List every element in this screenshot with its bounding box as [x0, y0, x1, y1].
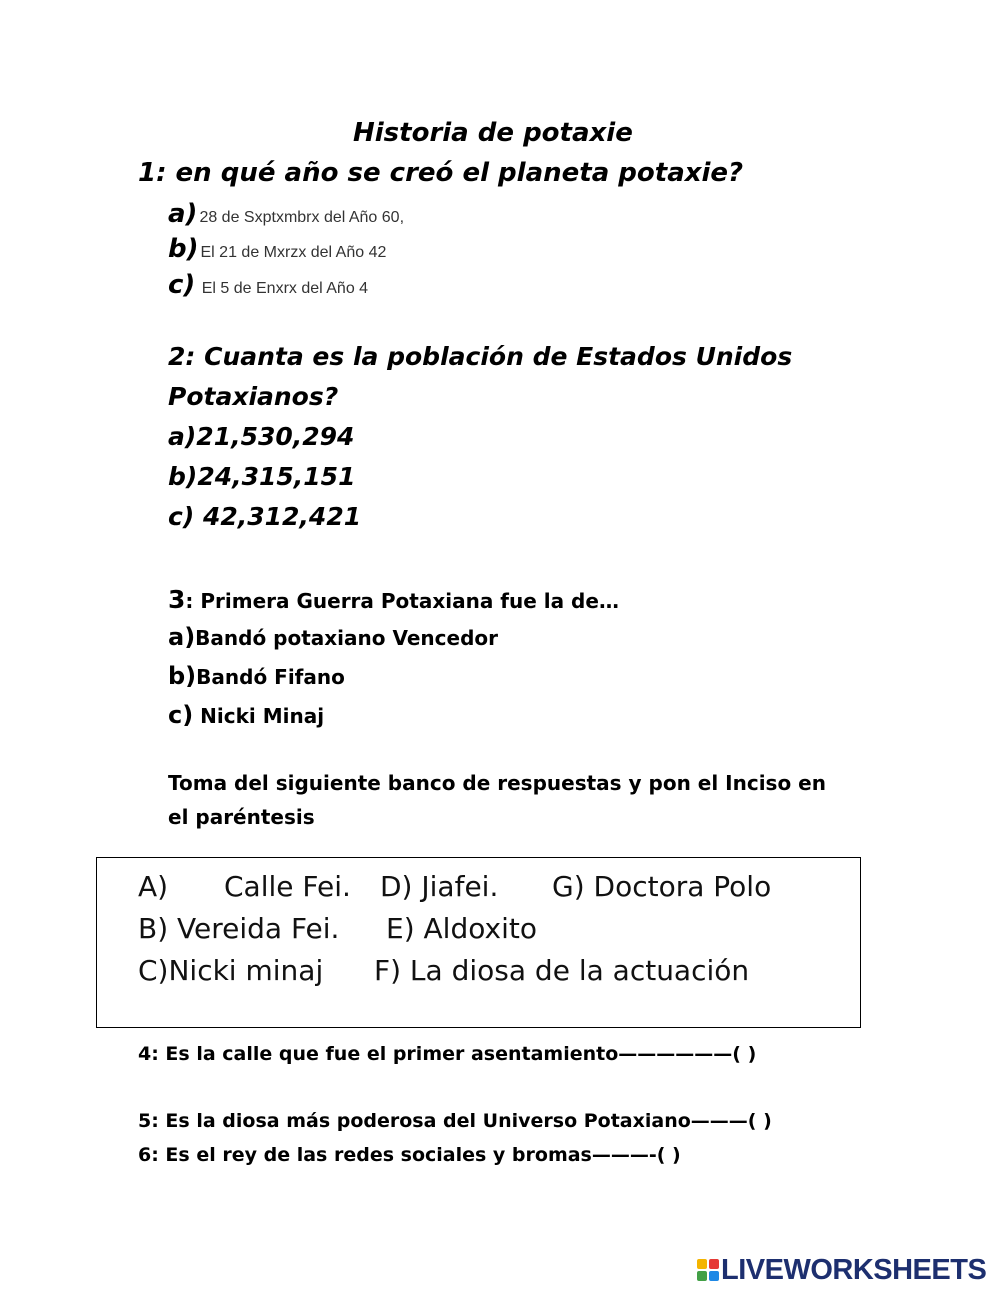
answer-b: B) Vereida Fei. — [138, 912, 340, 945]
q3-option-c-letter: c) — [168, 701, 194, 729]
question-4: 4: Es la calle que fue el primer asentamiento——————( ) — [138, 1043, 757, 1065]
question-2-line-1: 2: Cuanta es la población de Estados Unidos — [168, 342, 793, 371]
q3-option-a — [168, 623, 498, 651]
q1-option-a-text: 28 de Sxptxmbrx del Año 60, — [199, 209, 405, 226]
liveworksheets-logo-icon — [697, 1259, 719, 1281]
q1-option-c-text: El 5 de Enxrx del Año 4 — [197, 280, 369, 297]
question-5: 5: Es la diosa más poderosa del Universo Potaxiano———( ) — [138, 1110, 772, 1132]
q1-option-c-letter: c) — [168, 270, 196, 300]
question-1: 1: en qué año se creó el planeta potaxie? — [138, 158, 744, 188]
q2-option-b: b)24,315,151 — [168, 462, 356, 491]
q3-option-b — [168, 662, 345, 690]
answer-g: G) Doctora Polo — [552, 870, 772, 903]
answer-e: E) Aldoxito — [386, 912, 537, 945]
q1-option-a-letter: a) — [168, 199, 198, 229]
q1-option-c — [168, 270, 368, 300]
answer-d: D) Jiafei. — [380, 870, 499, 903]
liveworksheets-logo-text: LIVEWORKSHEETS — [721, 1254, 987, 1286]
q2-option-a: a)21,530,294 — [168, 422, 355, 451]
answer-a-label: A) — [138, 870, 169, 903]
question-3-number: 3 — [168, 585, 186, 614]
q1-option-b — [168, 234, 386, 264]
worksheet-title: Historia de potaxie — [353, 118, 633, 148]
question-3 — [168, 585, 619, 614]
q1-option-a — [168, 199, 404, 229]
q3-option-b-text: Bandó Fifano — [196, 665, 345, 689]
q2-option-c: c) 42,312,421 — [168, 502, 362, 531]
instructions-line-1: Toma del siguiente banco de respuestas y pon el Inciso en — [168, 771, 826, 795]
answer-bank — [96, 857, 861, 1028]
answer-f: F) La diosa de la actuación — [374, 954, 750, 987]
q1-option-b-text: El 21 de Mxrzx del Año 42 — [200, 244, 387, 261]
question-2-line-2: Potaxianos? — [168, 382, 339, 411]
instructions-line-2: el paréntesis — [168, 805, 315, 829]
q3-option-a-letter: a) — [168, 623, 196, 651]
answer-c: C)Nicki minaj — [138, 954, 324, 987]
question-6: 6: Es el rey de las redes sociales y bromas———-( ) — [138, 1144, 681, 1166]
question-3-text: : Primera Guerra Potaxiana fue la de… — [185, 589, 619, 613]
q3-option-c — [168, 701, 324, 729]
q3-option-a-text: Bandó potaxiano Vencedor — [195, 626, 499, 650]
q3-option-b-letter: b) — [168, 662, 197, 690]
q1-option-b-letter: b) — [168, 234, 199, 264]
q3-option-c-text: Nicki Minaj — [193, 704, 325, 728]
answer-a-text: Calle Fei. — [224, 870, 351, 903]
